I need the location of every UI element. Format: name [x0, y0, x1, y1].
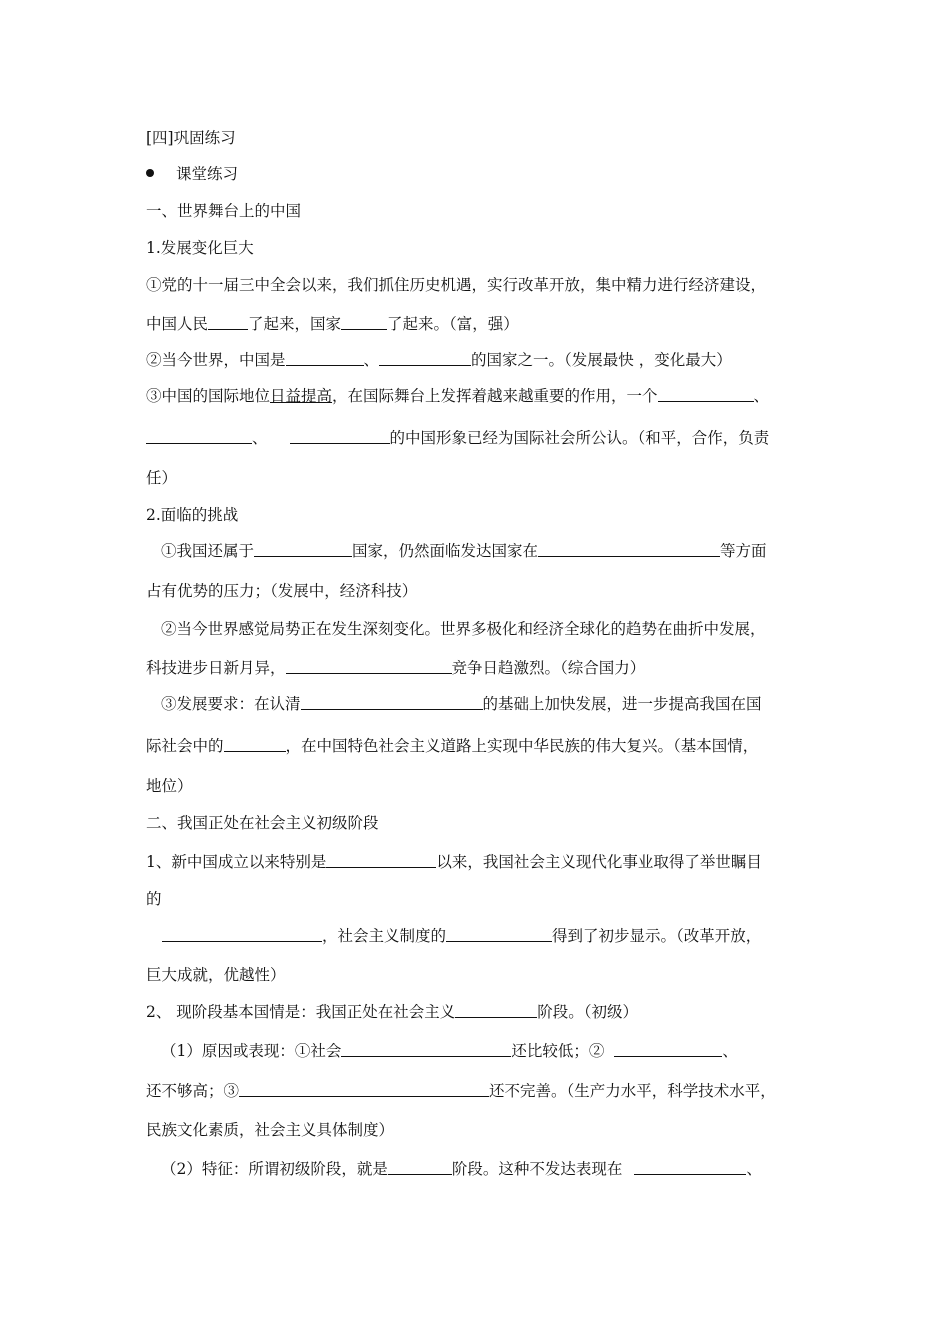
s2-q2-line: 2、 现阶段基本国情是：我国正处在社会主义 阶段。（初级） — [146, 1003, 639, 1021]
s1-q5-line2: 科技进步日新月异， 竞争日趋激烈。（综合国力） — [146, 659, 646, 677]
blank[interactable] — [326, 852, 436, 868]
s1-q3-line1: ③中国的国际地位日益提高，在国际舞台上发挥着越来越重要的作用，一个 、 — [146, 387, 770, 405]
exercise-heading: [四]巩固练习 — [146, 129, 236, 147]
bullet-title: 课堂练习 — [146, 164, 238, 184]
s2-q3-line2: 还不够高；③ 还不完善。（生产力水平，科学技术水平， — [146, 1082, 776, 1100]
blank[interactable] — [446, 926, 552, 942]
s1-q6-line1: ③发展要求：在认清 的基础上加快发展，进一步提高我国在国 — [161, 695, 762, 713]
blank[interactable] — [208, 314, 248, 330]
s2-q1-line4: 巨大成就，优越性） — [146, 966, 286, 984]
s1-q1-line2: 中国人民 了起来，国家 了起来。（富，强） — [146, 315, 519, 333]
bullet-icon — [146, 169, 154, 177]
section1-title: 一、世界舞台上的中国 — [146, 202, 302, 220]
s2-q1-line2: 的 — [146, 890, 162, 908]
blank[interactable] — [455, 1002, 537, 1018]
s1-q1-line1: ①党的十一届三中全会以来，我们抓住历史机遇，实行改革开放，集中精力进行经济建设， — [146, 276, 767, 294]
blank[interactable] — [301, 694, 483, 710]
s1-q3-line2: 、 的中国形象已经为国际社会所公认。（和平，合作，负责 — [146, 428, 769, 448]
blank[interactable] — [286, 350, 364, 366]
s1-q4-line2: 占有优势的压力；（发展中，经济科技） — [146, 582, 418, 600]
blank[interactable] — [239, 1081, 489, 1097]
blank[interactable] — [341, 1041, 511, 1057]
blank[interactable] — [634, 1159, 746, 1175]
blank[interactable] — [290, 428, 390, 444]
blank[interactable] — [341, 314, 387, 330]
blank[interactable] — [286, 658, 452, 674]
s2-q3-line3: 民族文化素质，社会主义具体制度） — [146, 1121, 395, 1139]
blank[interactable] — [538, 541, 720, 557]
s2-q1-line1: 1、新中国成立以来特别是 以来，我国社会主义现代化事业取得了举世瞩目 — [146, 853, 762, 871]
s2-q1-line3: ，社会主义制度的 得到了初步显示。（改革开放， — [162, 926, 761, 946]
s1-q3-line3: 任） — [146, 469, 178, 487]
blank[interactable] — [224, 736, 286, 752]
blank[interactable] — [379, 350, 471, 366]
section2-title: 二、我国正处在社会主义初级阶段 — [146, 814, 379, 832]
section1-sub2: 2.面临的挑战 — [146, 506, 239, 524]
s2-q4-line1: （2）特征：所谓初级阶段，就是 阶段。这种不发达表现在 、 — [161, 1160, 762, 1178]
s1-q5-line1: ②当今世界感觉局势正在发生深刻变化。世界多极化和经济全球化的趋势在曲折中发展， — [161, 620, 766, 638]
blank[interactable] — [162, 926, 322, 942]
s1-q4-line1: ①我国还属于 国家，仍然面临发达国家在 等方面 — [161, 542, 767, 560]
s1-q2-line: ②当今世界，中国是 、 的国家之一。（发展最快 ，变化最大） — [146, 351, 732, 369]
s1-q6-line2: 际社会中的 ，在中国特色社会主义道路上实现中华民族的伟大复兴。（基本国情， — [146, 737, 759, 755]
blank[interactable] — [254, 541, 352, 557]
s1-q6-line3: 地位） — [146, 777, 193, 795]
blank[interactable] — [388, 1159, 452, 1175]
section1-sub1: 1.发展变化巨大 — [146, 239, 254, 257]
blank[interactable] — [146, 428, 252, 444]
s2-q3-line1: （1）原因或表现：①社会 还比较低；② 、 — [161, 1042, 738, 1060]
blank[interactable] — [658, 386, 754, 402]
blank[interactable] — [614, 1041, 722, 1057]
